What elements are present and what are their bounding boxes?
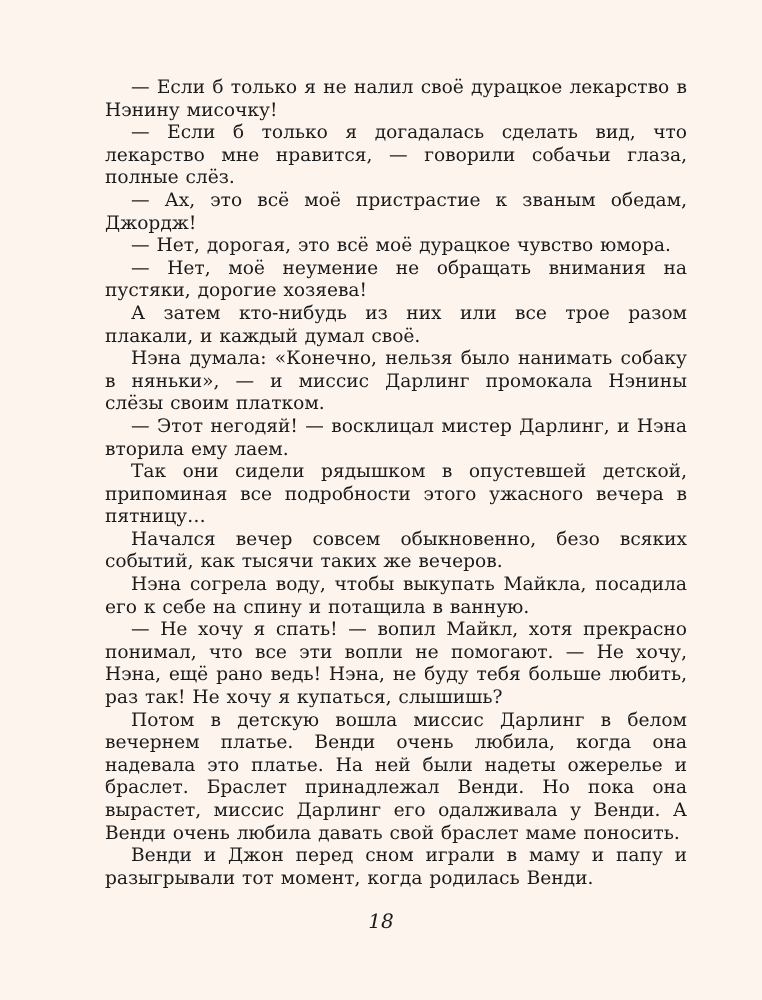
paragraph-8: — Этот негодяй! — восклицал мистер Дарлинг, и Нэна вторила ему лаем. bbox=[105, 415, 687, 460]
paragraph-4: — Нет, дорогая, это всё моё дурацкое чувство юмора. bbox=[131, 235, 671, 257]
paragraph-5: — Нет, моё неумение не обращать внимания на пустяки, дорогие хозяева! bbox=[105, 257, 687, 302]
paragraph-6: А затем кто-нибудь из них или все трое разом плакали, и каждый думал своё. bbox=[105, 302, 687, 347]
paragraph-1: — Если б только я не налил своё дурацкое лекарство в Нэнину мисочку! bbox=[105, 77, 687, 121]
paragraph-13: Потом в детскую вошла миссис Дарлинг в белом вечернем платье. Венди очень любила, когда она надевала это платье. На ней были надеты ожерелье и браслет. Браслет принадлежал Венди. Но пока она вырастет, миссис Дарлинг его одалживала у Венди. А Венди очень любила давать свой браслет маме поносить. bbox=[105, 709, 687, 844]
paragraph-12: — Не хочу я спать! — вопил Майкл, хотя прекрасно понимал, что все эти вопли не помогают. — Не хочу, Нэна, ещё рано ведь! Нэна, не буду тебя больше любить, раз так! Не хочу я купаться, слышишь? bbox=[105, 619, 687, 709]
paragraph-14: Венди и Джон перед сном играли в маму и папу и разыгрывали тот момент, когда родилась Венди. bbox=[105, 845, 687, 889]
page-number: 18 bbox=[368, 909, 394, 933]
paragraph-3: — Ах, это всё моё пристрастие к званым обедам, Джордж! bbox=[105, 189, 687, 234]
paragraph-10: Начался вечер совсем обыкновенно, безо всяких событий, как тысячи таких же вечеров. bbox=[105, 528, 687, 573]
paragraph-7: Нэна думала: «Конечно, нельзя было нанимать собаку в няньки», — и миссис Дарлинг промокала Нэнины слёзы своим платком. bbox=[105, 348, 687, 415]
paragraph-11: Нэна согрела воду, чтобы выкупать Майкла, посадила его к себе на спину и потащила в ванную. bbox=[105, 574, 687, 618]
paragraph-9: Так они сидели рядышком в опустевшей детской, припоминая все подробности этого ужасного вечера в пятницу… bbox=[105, 461, 687, 528]
paragraph-2: — Если б только я догадалась сделать вид, что лекарство мне нравится, — говорили собачьи глаза, полные слёз. bbox=[105, 122, 687, 189]
body-text bbox=[105, 77, 687, 890]
